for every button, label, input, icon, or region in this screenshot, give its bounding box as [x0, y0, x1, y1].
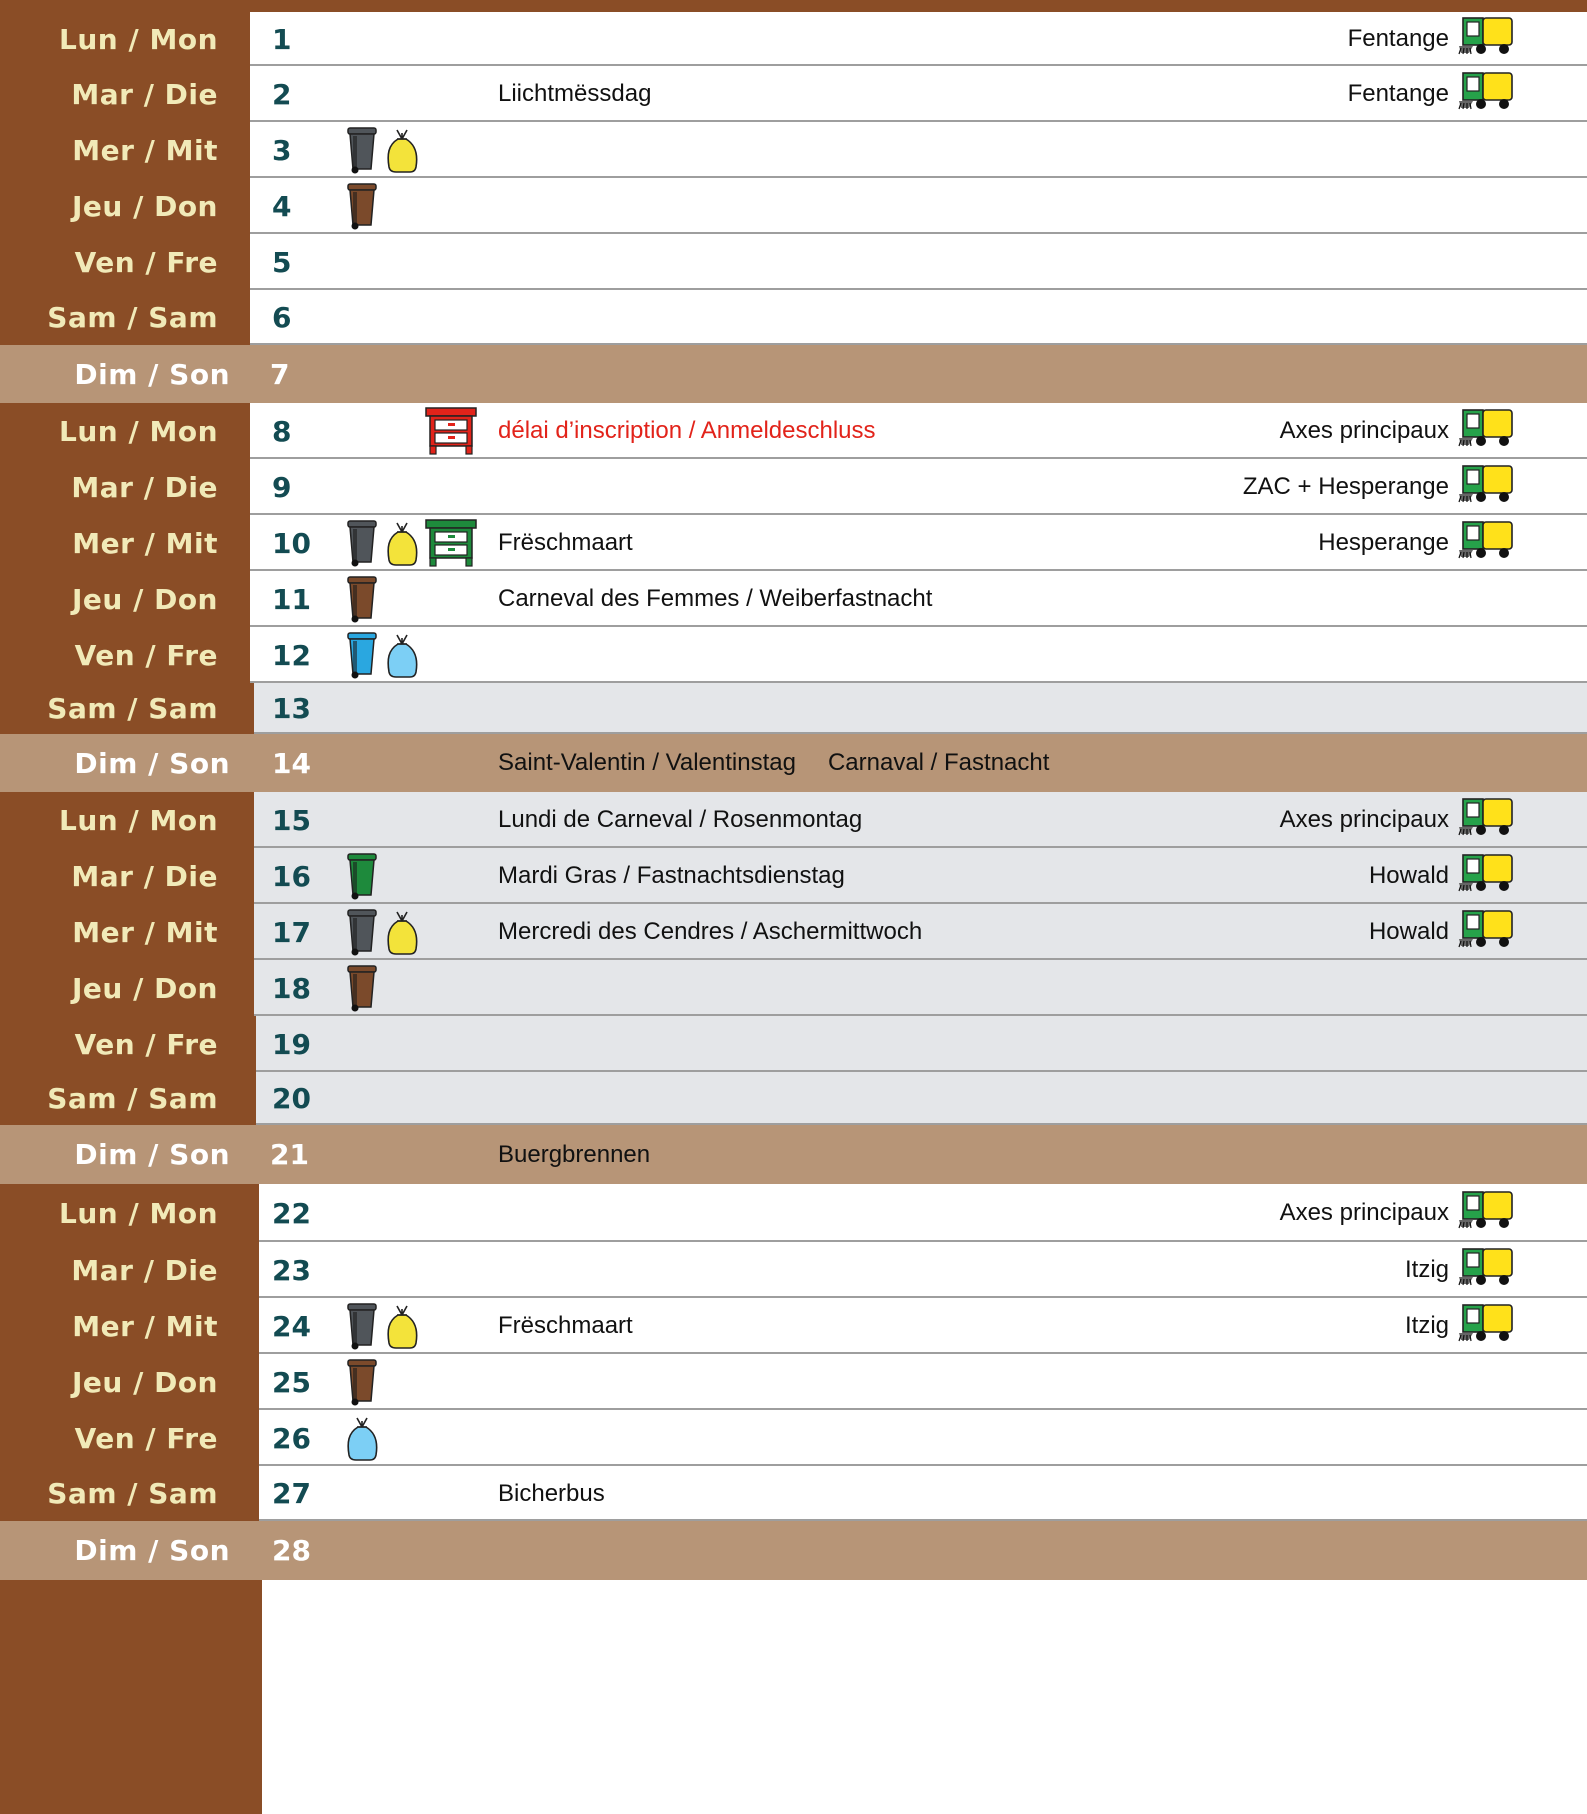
event-text	[498, 734, 1049, 792]
collection-icons	[344, 403, 478, 459]
sweep-location: Axes principaux	[1279, 1199, 1449, 1226]
day-number: 28	[272, 1534, 311, 1567]
day-name: Jeu / Don	[0, 960, 250, 1016]
collection-icons	[344, 571, 380, 627]
street-sweeper-icon	[1457, 852, 1515, 901]
event-text	[498, 1298, 633, 1354]
sweep-location: Howald	[1368, 862, 1449, 889]
event-label: Frëschmaart	[498, 1312, 633, 1339]
day-name: Lun / Mon	[0, 1184, 250, 1242]
brown-bin-icon	[344, 963, 380, 1013]
event-text	[498, 66, 651, 122]
table-row	[0, 848, 1587, 904]
table-row	[0, 904, 1587, 960]
sweep-location: Itzig	[1404, 1256, 1449, 1283]
blue-bag-icon	[384, 630, 420, 680]
collection-icons	[344, 122, 420, 178]
row-body	[259, 1466, 1587, 1521]
street-sweeping	[1405, 1298, 1515, 1354]
day-name: Sam / Sam	[0, 1466, 250, 1521]
table-row	[0, 1521, 1587, 1580]
day-name: Mer / Mit	[0, 122, 250, 178]
day-name: Sam / Sam	[0, 290, 250, 345]
event-text	[498, 792, 862, 848]
day-number: 1	[272, 22, 292, 56]
day-name: Mar / Die	[0, 1242, 250, 1298]
green-cabinet-icon	[424, 518, 478, 568]
street-sweeping	[1348, 66, 1515, 122]
street-sweeping	[1369, 904, 1515, 960]
table-row	[0, 1242, 1587, 1298]
event-label: Bicherbus	[498, 1479, 605, 1507]
blue-bag-icon	[344, 1413, 380, 1463]
street-sweeper-icon	[1457, 519, 1515, 568]
collection-icons	[344, 1410, 380, 1466]
day-number: 3	[272, 133, 292, 167]
day-number: 26	[272, 1421, 311, 1455]
street-sweeping	[1369, 848, 1515, 904]
day-name: Ven / Fre	[0, 234, 250, 290]
day-name: Ven / Fre	[0, 627, 250, 683]
event-label: Mercredi des Cendres / Aschermittwoch	[498, 918, 923, 945]
table-row	[0, 1298, 1587, 1354]
event-label: délai d’inscription / Anmeldeschluss	[498, 417, 876, 444]
green-bin-icon	[344, 851, 380, 901]
street-sweeping	[1243, 459, 1515, 515]
table-row	[0, 960, 1587, 1016]
yellow-bag-icon	[384, 1301, 420, 1351]
day-number: 13	[272, 692, 311, 725]
icon-spacer	[344, 406, 380, 456]
table-row	[0, 683, 1587, 734]
event-text	[498, 403, 876, 459]
day-number: 2	[272, 77, 292, 111]
day-number: 24	[272, 1309, 311, 1343]
collection-icons	[344, 515, 478, 571]
row-body	[254, 683, 1587, 734]
table-row	[0, 66, 1587, 122]
sweep-location: Fentange	[1347, 80, 1449, 107]
event-text	[498, 1125, 650, 1184]
day-name: Dim / Son	[0, 734, 262, 792]
row-body	[250, 178, 1587, 234]
row-body	[259, 1354, 1587, 1410]
red-cabinet-icon	[424, 406, 478, 456]
row-body	[259, 1410, 1587, 1466]
day-name: Ven / Fre	[0, 1016, 250, 1072]
day-number: 25	[272, 1365, 311, 1399]
collection-icons	[344, 627, 420, 683]
street-sweeper-icon	[1457, 15, 1515, 64]
table-row	[0, 234, 1587, 290]
day-name: Mer / Mit	[0, 904, 250, 960]
yellow-bag-icon	[384, 518, 420, 568]
yellow-bag-icon	[384, 907, 420, 957]
street-sweeper-icon	[1457, 407, 1515, 456]
street-sweeping	[1280, 403, 1515, 459]
table-row	[0, 403, 1587, 459]
day-number: 8	[272, 414, 292, 448]
day-number: 27	[272, 1477, 311, 1510]
day-number: 18	[272, 971, 311, 1005]
day-name: Lun / Mon	[0, 12, 250, 66]
table-row	[0, 1016, 1587, 1072]
table-row	[0, 515, 1587, 571]
street-sweeper-icon	[1457, 70, 1515, 119]
street-sweeper-icon	[1457, 463, 1515, 512]
day-number: 19	[272, 1027, 311, 1061]
icon-spacer	[384, 406, 420, 456]
table-row	[0, 1072, 1587, 1125]
brown-bin-icon	[344, 574, 380, 624]
sweep-location: Axes principaux	[1279, 806, 1449, 833]
street-sweeper-icon	[1457, 1302, 1515, 1351]
day-number: 22	[272, 1196, 311, 1230]
grey-bin-icon	[344, 125, 380, 175]
table-row	[0, 290, 1587, 345]
table-row	[0, 122, 1587, 178]
blue-bin-icon	[344, 630, 380, 680]
row-body	[254, 960, 1587, 1016]
day-name: Ven / Fre	[0, 1410, 250, 1466]
grey-bin-icon	[344, 518, 380, 568]
event-text	[498, 904, 922, 960]
event-text	[498, 571, 932, 627]
day-name: Lun / Mon	[0, 792, 250, 848]
day-number: 11	[272, 582, 311, 616]
day-number: 7	[270, 357, 290, 391]
row-body	[250, 122, 1587, 178]
collection-icons	[344, 1354, 380, 1410]
event-label: Liichtmëssdag	[498, 80, 652, 107]
event-label: Carneval des Femmes / Weiberfastnacht	[498, 585, 933, 612]
sweep-location: ZAC + Hesperange	[1242, 473, 1449, 500]
day-name: Sam / Sam	[0, 1072, 250, 1125]
day-number: 4	[272, 189, 292, 223]
street-sweeping	[1405, 1242, 1515, 1298]
row-body	[259, 1298, 1587, 1354]
street-sweeping	[1280, 1184, 1515, 1242]
day-name: Lun / Mon	[0, 403, 250, 459]
day-number: 16	[272, 859, 311, 893]
event-text	[498, 515, 633, 571]
day-name: Sam / Sam	[0, 683, 250, 734]
brown-bin-icon	[344, 1357, 380, 1407]
event-label: Frëschmaart	[498, 529, 633, 556]
day-name: Mar / Die	[0, 459, 250, 515]
row-body	[250, 290, 1587, 345]
row-body	[250, 234, 1587, 290]
table-row	[0, 12, 1587, 66]
collection-icons	[344, 178, 380, 234]
row-body	[250, 627, 1587, 683]
row-body	[256, 1072, 1587, 1125]
day-name: Mer / Mit	[0, 515, 250, 571]
street-sweeping	[1318, 515, 1515, 571]
day-number: 10	[272, 526, 311, 560]
street-sweeping	[1348, 12, 1515, 66]
day-number: 6	[272, 301, 292, 334]
day-name: Jeu / Don	[0, 571, 250, 627]
street-sweeper-icon	[1457, 1189, 1515, 1238]
row-body	[259, 1242, 1587, 1298]
table-row	[0, 734, 1587, 792]
day-number: 12	[272, 638, 311, 672]
collection-icons	[344, 848, 380, 904]
day-number: 23	[272, 1253, 311, 1287]
table-row	[0, 1466, 1587, 1521]
day-name: Dim / Son	[0, 345, 262, 403]
brown-bin-icon	[344, 181, 380, 231]
day-name: Mar / Die	[0, 848, 250, 904]
day-number: 20	[272, 1082, 311, 1115]
collection-icons	[344, 1298, 420, 1354]
table-row	[0, 1184, 1587, 1242]
table-row	[0, 459, 1587, 515]
event-label: Mardi Gras / Fastnachtsdienstag	[498, 862, 845, 889]
grey-bin-icon	[344, 1301, 380, 1351]
day-number: 21	[270, 1138, 309, 1171]
collection-icons	[344, 904, 420, 960]
street-sweeping	[1280, 792, 1515, 848]
day-name: Mar / Die	[0, 66, 250, 122]
table-row	[0, 178, 1587, 234]
table-row	[0, 792, 1587, 848]
sweep-location: Axes principaux	[1279, 417, 1449, 444]
day-number: 17	[272, 915, 311, 949]
yellow-bag-icon	[384, 125, 420, 175]
row-body	[256, 1016, 1587, 1072]
street-sweeper-icon	[1457, 796, 1515, 845]
event-label: Lundi de Carneval / Rosenmontag	[498, 806, 863, 833]
day-name: Mer / Mit	[0, 1298, 250, 1354]
table-row	[0, 345, 1587, 403]
day-number: 15	[272, 803, 311, 837]
sweep-location: Fentange	[1347, 25, 1449, 52]
table-row	[0, 1354, 1587, 1410]
day-number: 5	[272, 245, 292, 279]
day-name: Dim / Son	[0, 1521, 262, 1580]
grey-bin-icon	[344, 907, 380, 957]
day-name: Dim / Son	[0, 1125, 262, 1184]
day-number: 9	[272, 470, 292, 504]
day-name: Jeu / Don	[0, 1354, 250, 1410]
sweep-location: Itzig	[1404, 1312, 1449, 1339]
table-row	[0, 627, 1587, 683]
table-row	[0, 1410, 1587, 1466]
event-label: Buergbrennen	[498, 1140, 651, 1168]
table-row	[0, 1125, 1587, 1184]
event-text	[498, 1466, 605, 1521]
event-text	[498, 848, 845, 904]
street-sweeper-icon	[1457, 908, 1515, 957]
event-label: Carnaval / Fastnacht	[827, 749, 1050, 776]
collection-icons	[344, 960, 380, 1016]
sweep-location: Hesperange	[1318, 529, 1449, 556]
event-label: Saint-Valentin / Valentinstag	[498, 749, 796, 776]
street-sweeper-icon	[1457, 1246, 1515, 1295]
day-number: 14	[272, 746, 311, 780]
sweep-location: Howald	[1368, 918, 1449, 945]
table-row	[0, 571, 1587, 627]
day-name: Jeu / Don	[0, 178, 250, 234]
